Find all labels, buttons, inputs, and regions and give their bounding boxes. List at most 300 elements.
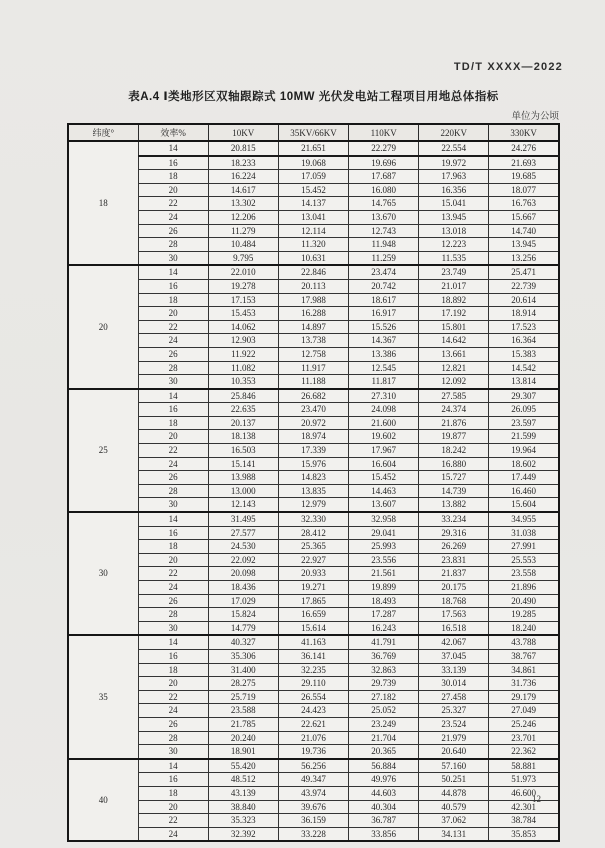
value-cell: 21.651: [278, 141, 348, 156]
value-cell: 49.347: [278, 773, 348, 787]
value-cell: 19.271: [278, 581, 348, 595]
value-cell: 32.330: [278, 512, 348, 526]
value-cell: 25.246: [489, 717, 559, 731]
efficiency-cell: 24: [138, 581, 208, 595]
value-cell: 18.768: [419, 594, 489, 608]
value-cell: 14.642: [419, 334, 489, 348]
value-cell: 23.558: [489, 567, 559, 581]
value-cell: 34.131: [419, 827, 489, 841]
value-cell: 29.739: [349, 677, 419, 691]
value-cell: 22.621: [278, 717, 348, 731]
table-row: [68, 512, 559, 526]
value-cell: 19.068: [278, 156, 348, 170]
table-row: [68, 389, 559, 403]
value-cell: 15.141: [208, 457, 278, 471]
value-cell: 23.524: [419, 717, 489, 731]
value-cell: 22.010: [208, 265, 278, 279]
efficiency-cell: 20: [138, 307, 208, 321]
efficiency-cell: 14: [138, 759, 208, 773]
latitude-cell: 18: [68, 141, 138, 265]
table-row: [68, 621, 559, 635]
value-cell: 32.863: [349, 663, 419, 677]
value-cell: 21.561: [349, 567, 419, 581]
value-cell: 17.339: [278, 444, 348, 458]
value-cell: 19.972: [419, 156, 489, 170]
table-row: [68, 567, 559, 581]
value-cell: 35.853: [489, 827, 559, 841]
latitude-cell: 35: [68, 635, 138, 758]
efficiency-cell: 18: [138, 663, 208, 677]
value-cell: 19.877: [419, 430, 489, 444]
table-row: [68, 170, 559, 184]
value-cell: 20.098: [208, 567, 278, 581]
table-row: [68, 320, 559, 334]
value-cell: 23.701: [489, 731, 559, 745]
value-cell: 50.251: [419, 773, 489, 787]
value-cell: 17.563: [419, 608, 489, 622]
value-cell: 14.367: [349, 334, 419, 348]
value-cell: 12.979: [278, 498, 348, 512]
value-cell: 15.452: [349, 471, 419, 485]
efficiency-cell: 14: [138, 389, 208, 403]
table-row: [68, 484, 559, 498]
value-cell: 12.206: [208, 210, 278, 224]
latitude-cell: 30: [68, 512, 138, 635]
value-cell: 36.141: [278, 649, 348, 663]
efficiency-cell: 26: [138, 594, 208, 608]
value-cell: 19.285: [489, 608, 559, 622]
value-cell: 21.876: [419, 416, 489, 430]
efficiency-cell: 26: [138, 347, 208, 361]
efficiency-cell: 24: [138, 704, 208, 718]
value-cell: 23.597: [489, 416, 559, 430]
value-cell: 31.495: [208, 512, 278, 526]
efficiency-cell: 18: [138, 170, 208, 184]
table-row: [68, 375, 559, 389]
value-cell: 37.045: [419, 649, 489, 663]
value-cell: 24.374: [419, 403, 489, 417]
value-cell: 11.948: [349, 238, 419, 252]
table-header: [68, 124, 559, 141]
table-row: [68, 224, 559, 238]
value-cell: 38.767: [489, 649, 559, 663]
table-row: [68, 526, 559, 540]
value-cell: 14.765: [349, 197, 419, 211]
value-cell: 16.356: [419, 183, 489, 197]
value-cell: 25.052: [349, 704, 419, 718]
value-cell: 34.955: [489, 512, 559, 526]
latitude-cell: 25: [68, 389, 138, 512]
value-cell: 19.685: [489, 170, 559, 184]
table-row: [68, 540, 559, 554]
value-cell: 11.188: [278, 375, 348, 389]
value-cell: 21.599: [489, 430, 559, 444]
value-cell: 22.279: [349, 141, 419, 156]
table-column-header: 330KV: [489, 124, 559, 141]
efficiency-cell: 22: [138, 197, 208, 211]
table-column-header: 35KV/66KV: [278, 124, 348, 141]
value-cell: 20.137: [208, 416, 278, 430]
value-cell: 11.279: [208, 224, 278, 238]
value-cell: 15.976: [278, 457, 348, 471]
table-row: [68, 416, 559, 430]
value-cell: 36.787: [349, 814, 419, 828]
efficiency-cell: 30: [138, 498, 208, 512]
table-row: [68, 814, 559, 828]
value-cell: 34.861: [489, 663, 559, 677]
efficiency-cell: 16: [138, 279, 208, 293]
efficiency-cell: 28: [138, 238, 208, 252]
table-row: [68, 827, 559, 841]
efficiency-cell: 26: [138, 471, 208, 485]
value-cell: 27.310: [349, 389, 419, 403]
value-cell: 33.856: [349, 827, 419, 841]
value-cell: 18.602: [489, 457, 559, 471]
value-cell: 43.788: [489, 635, 559, 649]
table-row: [68, 800, 559, 814]
efficiency-cell: 14: [138, 265, 208, 279]
table-row: [68, 498, 559, 512]
efficiency-cell: 20: [138, 553, 208, 567]
value-cell: 25.471: [489, 265, 559, 279]
efficiency-cell: 20: [138, 800, 208, 814]
value-cell: 19.899: [349, 581, 419, 595]
value-cell: 27.585: [419, 389, 489, 403]
value-cell: 16.224: [208, 170, 278, 184]
value-cell: 17.153: [208, 293, 278, 307]
value-cell: 36.769: [349, 649, 419, 663]
value-cell: 20.742: [349, 279, 419, 293]
efficiency-cell: 26: [138, 224, 208, 238]
table-row: [68, 773, 559, 787]
efficiency-cell: 18: [138, 540, 208, 554]
value-cell: 44.603: [349, 786, 419, 800]
efficiency-cell: 28: [138, 731, 208, 745]
value-cell: 32.958: [349, 512, 419, 526]
value-cell: 16.604: [349, 457, 419, 471]
value-cell: 20.933: [278, 567, 348, 581]
table-row: [68, 759, 559, 773]
value-cell: 11.320: [278, 238, 348, 252]
value-cell: 11.922: [208, 347, 278, 361]
value-cell: 26.269: [419, 540, 489, 554]
value-cell: 20.614: [489, 293, 559, 307]
value-cell: 56.884: [349, 759, 419, 773]
value-cell: 27.049: [489, 704, 559, 718]
value-cell: 26.554: [278, 690, 348, 704]
efficiency-cell: 16: [138, 403, 208, 417]
value-cell: 46.600: [489, 786, 559, 800]
value-cell: 13.738: [278, 334, 348, 348]
value-cell: 12.143: [208, 498, 278, 512]
value-cell: 16.460: [489, 484, 559, 498]
value-cell: 27.458: [419, 690, 489, 704]
value-cell: 23.249: [349, 717, 419, 731]
latitude-cell: 20: [68, 265, 138, 388]
value-cell: 13.661: [419, 347, 489, 361]
efficiency-cell: 14: [138, 141, 208, 156]
value-cell: 25.846: [208, 389, 278, 403]
efficiency-cell: 28: [138, 608, 208, 622]
efficiency-cell: 24: [138, 457, 208, 471]
value-cell: 23.474: [349, 265, 419, 279]
efficiency-cell: 30: [138, 375, 208, 389]
value-cell: 23.588: [208, 704, 278, 718]
value-cell: 15.452: [278, 183, 348, 197]
value-cell: 14.137: [278, 197, 348, 211]
value-cell: 15.041: [419, 197, 489, 211]
value-cell: 31.038: [489, 526, 559, 540]
table-body: [68, 141, 559, 841]
value-cell: 16.364: [489, 334, 559, 348]
value-cell: 14.740: [489, 224, 559, 238]
table-row: [68, 197, 559, 211]
value-cell: 51.973: [489, 773, 559, 787]
table-row: [68, 265, 559, 279]
efficiency-cell: 24: [138, 210, 208, 224]
value-cell: 13.256: [489, 251, 559, 265]
value-cell: 19.736: [278, 745, 348, 759]
value-cell: 14.062: [208, 320, 278, 334]
table-row: [68, 745, 559, 759]
value-cell: 24.423: [278, 704, 348, 718]
value-cell: 21.837: [419, 567, 489, 581]
value-cell: 35.323: [208, 814, 278, 828]
efficiency-cell: 20: [138, 677, 208, 691]
table-row: [68, 608, 559, 622]
value-cell: 15.667: [489, 210, 559, 224]
value-cell: 48.512: [208, 773, 278, 787]
value-cell: 12.092: [419, 375, 489, 389]
value-cell: 40.327: [208, 635, 278, 649]
value-cell: 31.736: [489, 677, 559, 691]
value-cell: 38.784: [489, 814, 559, 828]
value-cell: 15.383: [489, 347, 559, 361]
value-cell: 13.882: [419, 498, 489, 512]
value-cell: 20.972: [278, 416, 348, 430]
table-column-header: 220KV: [419, 124, 489, 141]
table-row: [68, 347, 559, 361]
value-cell: 56.256: [278, 759, 348, 773]
value-cell: 21.076: [278, 731, 348, 745]
value-cell: 14.823: [278, 471, 348, 485]
value-cell: 16.763: [489, 197, 559, 211]
value-cell: 16.659: [278, 608, 348, 622]
table-row: [68, 307, 559, 321]
table-row: [68, 731, 559, 745]
value-cell: 24.530: [208, 540, 278, 554]
value-cell: 13.000: [208, 484, 278, 498]
value-cell: 13.814: [489, 375, 559, 389]
value-cell: 11.259: [349, 251, 419, 265]
efficiency-cell: 18: [138, 416, 208, 430]
value-cell: 12.545: [349, 361, 419, 375]
value-cell: 16.518: [419, 621, 489, 635]
value-cell: 25.993: [349, 540, 419, 554]
value-cell: 44.878: [419, 786, 489, 800]
table-row: [68, 334, 559, 348]
value-cell: 30.014: [419, 677, 489, 691]
table-row: [68, 141, 559, 156]
value-cell: 26.682: [278, 389, 348, 403]
value-cell: 10.353: [208, 375, 278, 389]
value-cell: 12.903: [208, 334, 278, 348]
table-row: [68, 663, 559, 677]
value-cell: 21.979: [419, 731, 489, 745]
efficiency-cell: 20: [138, 430, 208, 444]
value-cell: 19.602: [349, 430, 419, 444]
table-column-header: 纬度°: [68, 124, 138, 141]
value-cell: 14.739: [419, 484, 489, 498]
efficiency-cell: 14: [138, 512, 208, 526]
value-cell: 38.840: [208, 800, 278, 814]
table-row: [68, 717, 559, 731]
value-cell: 35.306: [208, 649, 278, 663]
value-cell: 15.801: [419, 320, 489, 334]
page-number: 12: [532, 794, 541, 804]
value-cell: 16.917: [349, 307, 419, 321]
efficiency-cell: 16: [138, 156, 208, 170]
value-cell: 14.617: [208, 183, 278, 197]
table-row: [68, 677, 559, 691]
value-cell: 13.386: [349, 347, 419, 361]
value-cell: 17.865: [278, 594, 348, 608]
value-cell: 14.542: [489, 361, 559, 375]
unit-note: 单位为公顷: [511, 112, 559, 122]
value-cell: 18.233: [208, 156, 278, 170]
value-cell: 17.192: [419, 307, 489, 321]
value-cell: 18.493: [349, 594, 419, 608]
efficiency-cell: 28: [138, 361, 208, 375]
efficiency-cell: 22: [138, 444, 208, 458]
value-cell: 28.412: [278, 526, 348, 540]
value-cell: 37.062: [419, 814, 489, 828]
table-row: [68, 635, 559, 649]
value-cell: 21.693: [489, 156, 559, 170]
standard-number: TD/T XXXX—2022: [453, 61, 563, 73]
value-cell: 10.484: [208, 238, 278, 252]
value-cell: 21.785: [208, 717, 278, 731]
value-cell: 27.991: [489, 540, 559, 554]
efficiency-cell: 24: [138, 334, 208, 348]
efficiency-cell: 22: [138, 690, 208, 704]
value-cell: 20.240: [208, 731, 278, 745]
value-cell: 20.113: [278, 279, 348, 293]
value-cell: 17.059: [278, 170, 348, 184]
efficiency-cell: 18: [138, 786, 208, 800]
efficiency-cell: 26: [138, 717, 208, 731]
value-cell: 17.523: [489, 320, 559, 334]
value-cell: 23.556: [349, 553, 419, 567]
value-cell: 12.758: [278, 347, 348, 361]
value-cell: 13.835: [278, 484, 348, 498]
value-cell: 27.182: [349, 690, 419, 704]
value-cell: 36.159: [278, 814, 348, 828]
value-cell: 11.917: [278, 361, 348, 375]
value-cell: 18.974: [278, 430, 348, 444]
value-cell: 21.017: [419, 279, 489, 293]
value-cell: 23.831: [419, 553, 489, 567]
value-cell: 55.420: [208, 759, 278, 773]
value-cell: 18.914: [489, 307, 559, 321]
value-cell: 18.138: [208, 430, 278, 444]
value-cell: 20.490: [489, 594, 559, 608]
value-cell: 16.503: [208, 444, 278, 458]
value-cell: 13.988: [208, 471, 278, 485]
efficiency-cell: 30: [138, 621, 208, 635]
efficiency-cell: 22: [138, 814, 208, 828]
land-use-indicator-table: [67, 123, 560, 842]
value-cell: 23.470: [278, 403, 348, 417]
value-cell: 11.535: [419, 251, 489, 265]
value-cell: 13.670: [349, 210, 419, 224]
table-header-row: [68, 124, 559, 141]
table-row: [68, 293, 559, 307]
value-cell: 27.577: [208, 526, 278, 540]
table-row: [68, 581, 559, 595]
value-cell: 17.967: [349, 444, 419, 458]
value-cell: 13.945: [489, 238, 559, 252]
value-cell: 21.600: [349, 416, 419, 430]
value-cell: 40.304: [349, 800, 419, 814]
efficiency-cell: 22: [138, 320, 208, 334]
value-cell: 18.892: [419, 293, 489, 307]
table-row: [68, 594, 559, 608]
value-cell: 18.901: [208, 745, 278, 759]
table-row: [68, 156, 559, 170]
value-cell: 22.846: [278, 265, 348, 279]
value-cell: 17.287: [349, 608, 419, 622]
value-cell: 14.463: [349, 484, 419, 498]
value-cell: 24.276: [489, 141, 559, 156]
value-cell: 12.821: [419, 361, 489, 375]
value-cell: 13.302: [208, 197, 278, 211]
value-cell: 39.676: [278, 800, 348, 814]
value-cell: 29.179: [489, 690, 559, 704]
value-cell: 49.976: [349, 773, 419, 787]
value-cell: 33.234: [419, 512, 489, 526]
value-cell: 15.526: [349, 320, 419, 334]
value-cell: 9.795: [208, 251, 278, 265]
table-row: [68, 361, 559, 375]
value-cell: 12.223: [419, 238, 489, 252]
value-cell: 43.974: [278, 786, 348, 800]
value-cell: 20.365: [349, 745, 419, 759]
value-cell: 17.449: [489, 471, 559, 485]
table-title: 表A.4 Ⅰ类地形区双轴跟踪式 10MW 光伏发电站工程项目用地总体指标: [128, 91, 499, 103]
value-cell: 18.240: [489, 621, 559, 635]
value-cell: 18.436: [208, 581, 278, 595]
latitude-cell: 40: [68, 759, 138, 842]
table-row: [68, 690, 559, 704]
table-row: [68, 210, 559, 224]
value-cell: 15.614: [278, 621, 348, 635]
value-cell: 20.640: [419, 745, 489, 759]
value-cell: 11.082: [208, 361, 278, 375]
value-cell: 22.635: [208, 403, 278, 417]
value-cell: 16.243: [349, 621, 419, 635]
efficiency-cell: 16: [138, 649, 208, 663]
value-cell: 43.139: [208, 786, 278, 800]
table-row: [68, 457, 559, 471]
efficiency-cell: 30: [138, 745, 208, 759]
value-cell: 22.092: [208, 553, 278, 567]
table-row: [68, 238, 559, 252]
table-row: [68, 704, 559, 718]
value-cell: 10.631: [278, 251, 348, 265]
value-cell: 23.749: [419, 265, 489, 279]
value-cell: 29.307: [489, 389, 559, 403]
